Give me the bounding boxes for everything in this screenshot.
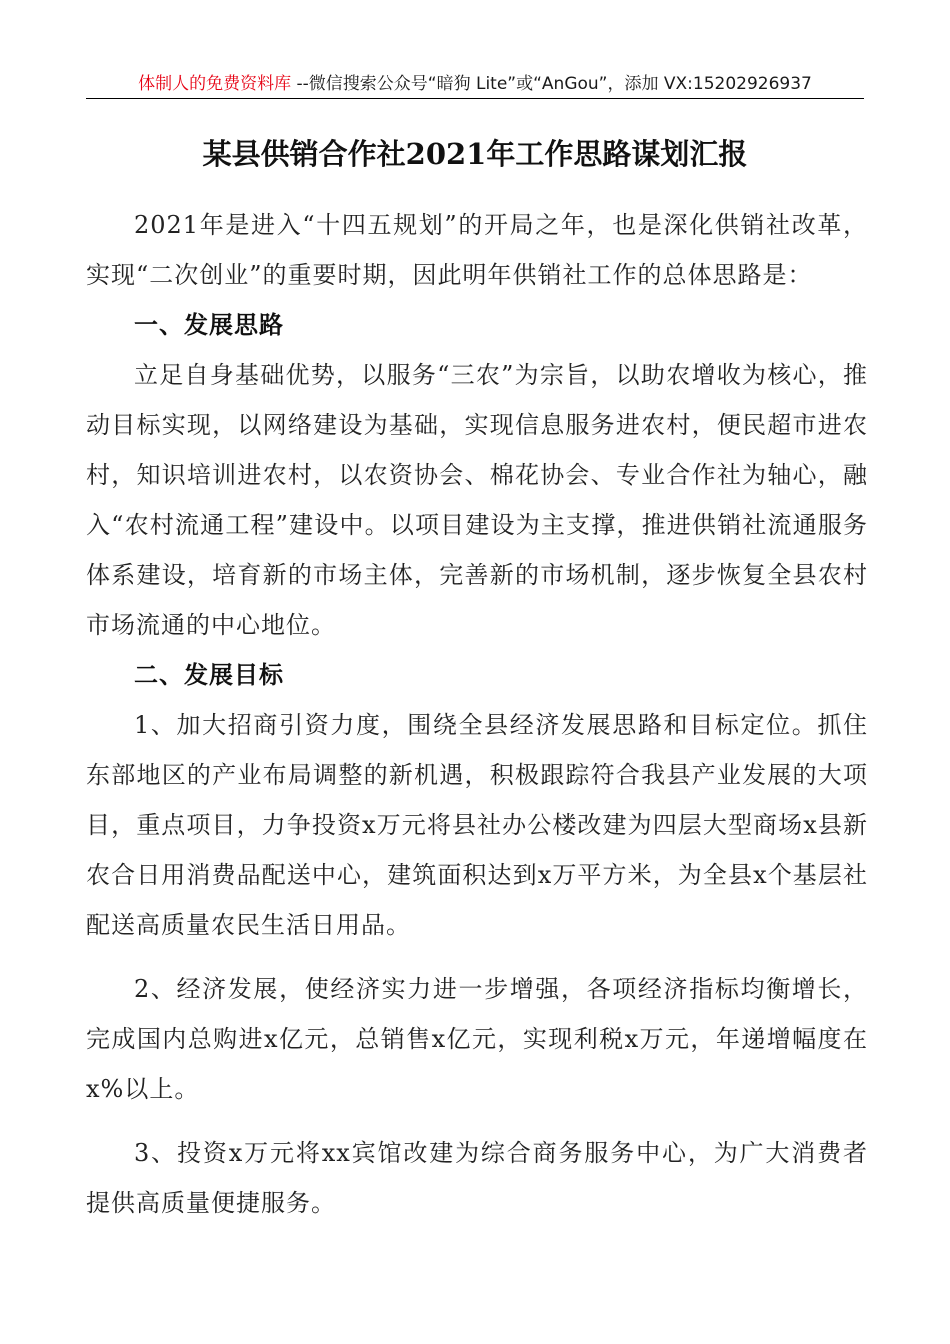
- header-contact: --微信搜索公众号“暗狗 Lite”或“AnGou”，添加 VX:15202926937: [291, 74, 812, 94]
- goal-item-3: 3、投资x万元将xx宾馆改建为综合商务服务中心，为广大消费者提供高质量便捷服务。: [86, 1139, 868, 1217]
- section-heading-development-goals: 二、发展目标: [134, 661, 284, 689]
- spacer: [86, 950, 868, 964]
- header-brand: 体制人的免费资料库: [138, 74, 292, 94]
- section-heading-development-approach: 一、发展思路: [134, 311, 284, 339]
- intro-paragraph: 2021年是进入“十四五规划”的开局之年，也是深化供销社改革，实现“二次创业”的重要时期，因此明年供销社工作的总体思路是：: [86, 211, 868, 289]
- document-title: 某县供销合作社2021年工作思路谋划汇报: [202, 137, 748, 171]
- document-body: [86, 200, 868, 1228]
- section-paragraph-development-approach: 立足自身基础优势，以服务“三农”为宗旨，以助农增收为核心，推动目标实现，以网络建设为基础，实现信息服务进农村，便民超市进农村，知识培训进农村，以农资协会、棉花协会、专业合作社为轴心，融入“农村流通工程”建设中。以项目建设为主支撑，推进供销社流通服务体系建设，培育新的市场主体，完善新的市场机制，逐步恢复全县农村市场流通的中心地位。: [86, 361, 868, 639]
- goal-item-2: 2、经济发展，使经济实力进一步增强，各项经济指标均衡增长，完成国内总购进x亿元，总销售x亿元，实现利税x万元，年递增幅度在x%以上。: [86, 975, 868, 1103]
- page-header: [86, 72, 864, 99]
- spacer: [86, 1114, 868, 1128]
- goal-item-1: 1、加大招商引资力度，围绕全县经济发展思路和目标定位。抓住东部地区的产业布局调整的新机遇，积极跟踪符合我县产业发展的大项目，重点项目，力争投资x万元将县社办公楼改建为四层大型商场x县新农合日用消费品配送中心，建筑面积达到x万平方米，为全县x个基层社配送高质量农民生活日用品。: [86, 711, 868, 939]
